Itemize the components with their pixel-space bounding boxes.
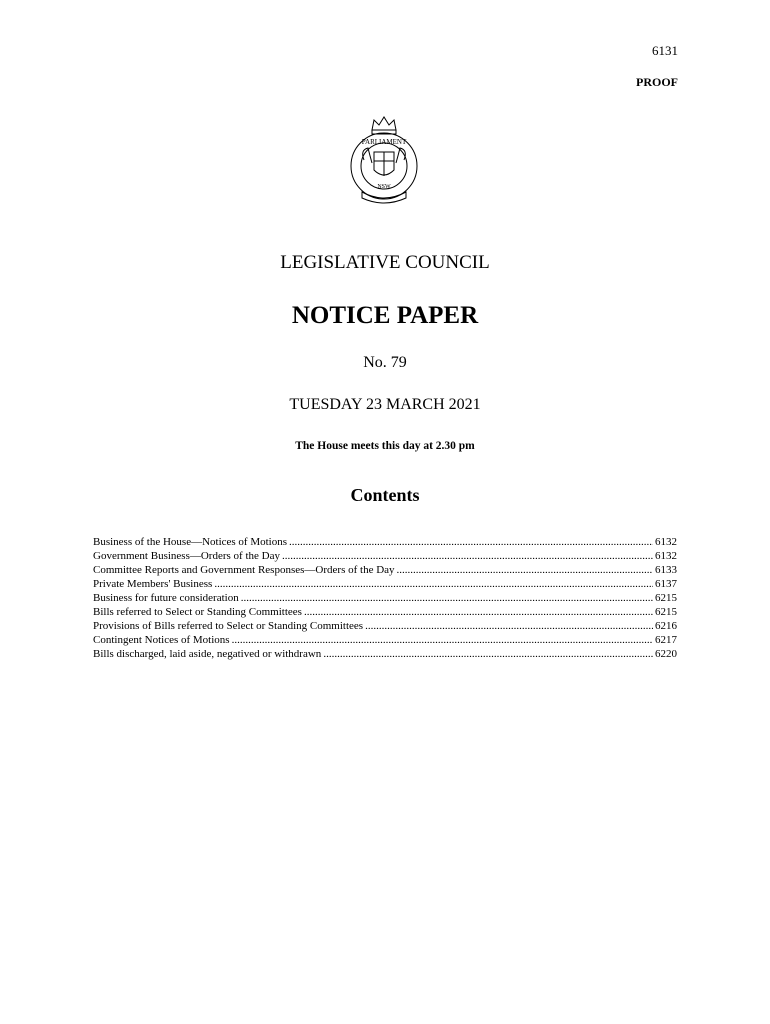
toc-dot-leader xyxy=(289,535,653,549)
toc-entry[interactable] xyxy=(93,535,677,549)
document-title: NOTICE PAPER xyxy=(291,302,479,329)
toc-entry-label: Government Business—Orders of the Day xyxy=(93,550,280,562)
toc-entry-page: 6132 xyxy=(655,536,677,548)
toc-entry[interactable] xyxy=(93,633,677,647)
paper-number: No. 79 xyxy=(363,354,407,371)
toc-dot-leader xyxy=(323,647,653,661)
toc-entry-page: 6217 xyxy=(655,634,677,646)
toc-entry-label: Committee Reports and Government Responses—Orders of the Day xyxy=(93,564,395,576)
toc-entry[interactable] xyxy=(93,563,677,577)
toc-entry-label: Private Members' Business xyxy=(93,578,213,590)
paper-date: TUESDAY 23 MARCH 2021 xyxy=(289,396,481,413)
toc-entry[interactable] xyxy=(93,549,677,563)
toc-dot-leader xyxy=(397,563,653,577)
toc-dot-leader xyxy=(365,619,653,633)
toc-entry[interactable] xyxy=(93,591,677,605)
toc-dot-leader xyxy=(282,549,653,563)
toc-entry[interactable] xyxy=(93,647,677,661)
toc-entry[interactable] xyxy=(93,577,677,591)
toc-entry-label: Business of the House—Notices of Motions xyxy=(93,536,288,548)
toc-entry-page: 6220 xyxy=(655,648,677,660)
toc-entry-label: Business for future consideration xyxy=(93,592,239,604)
toc-entry-label: Provisions of Bills referred to Select or Standing Committees xyxy=(93,620,364,632)
council-name: LEGISLATIVE COUNCIL xyxy=(280,252,490,273)
crest-nsw-label: NSW xyxy=(377,184,391,190)
toc-dot-leader xyxy=(232,633,653,647)
toc-entry-label: Bills referred to Select or Standing Committees xyxy=(93,606,302,618)
toc-entry-page: 6133 xyxy=(655,564,677,576)
toc-entry-page: 6132 xyxy=(655,550,677,562)
toc-entry-label: Bills discharged, laid aside, negatived or withdrawn xyxy=(93,648,322,660)
toc-dot-leader xyxy=(241,591,653,605)
toc-dot-leader xyxy=(304,605,653,619)
toc-entry-page: 6215 xyxy=(655,606,677,618)
parliament-crest-logo xyxy=(342,108,426,208)
page-number: 6131 xyxy=(652,43,678,58)
crest-motto: PARLIAMENT xyxy=(361,138,407,146)
table-of-contents xyxy=(93,535,677,661)
toc-entry-page: 6137 xyxy=(655,578,677,590)
contents-heading: Contents xyxy=(350,485,420,505)
sitting-time: The House meets this day at 2.30 pm xyxy=(295,440,475,452)
toc-entry-page: 6216 xyxy=(655,620,677,632)
toc-entry-page: 6215 xyxy=(655,592,677,604)
toc-entry[interactable] xyxy=(93,619,677,633)
proof-label: PROOF xyxy=(636,75,678,89)
toc-entry-label: Contingent Notices of Motions xyxy=(93,634,230,646)
toc-entry[interactable] xyxy=(93,605,677,619)
toc-dot-leader xyxy=(214,577,653,591)
